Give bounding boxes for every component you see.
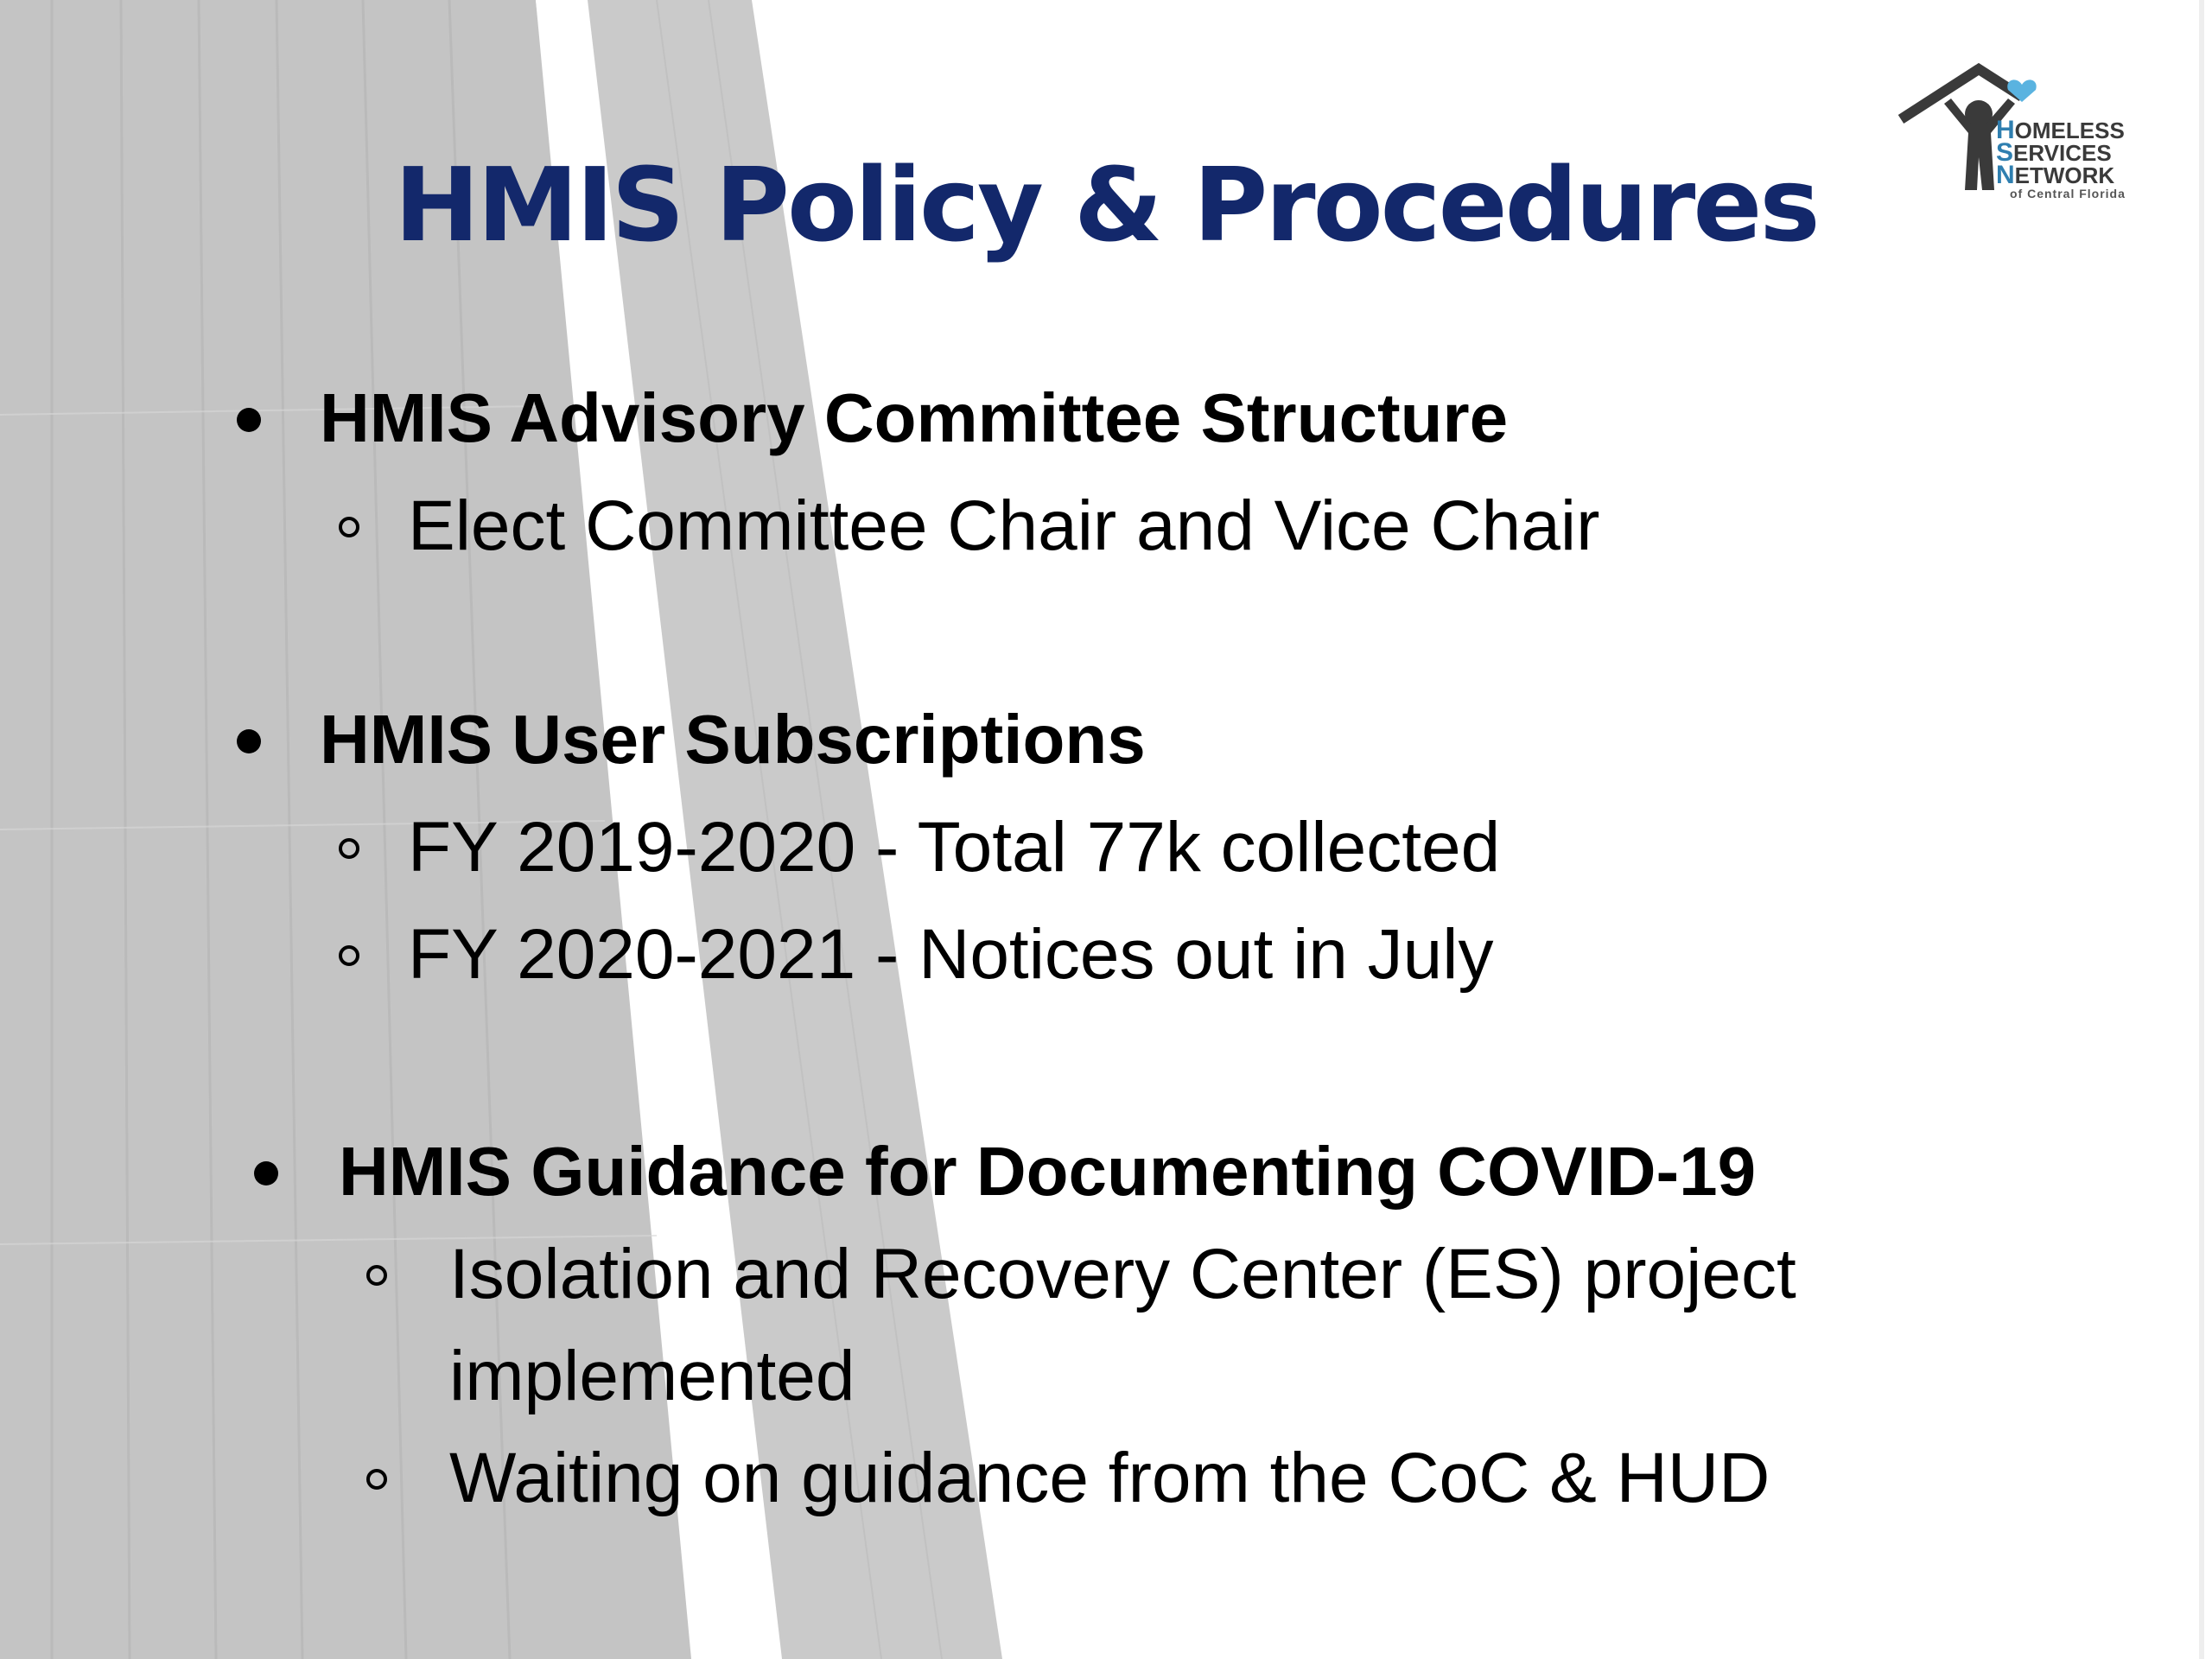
- bullet-ring: [366, 1469, 387, 1490]
- logo-line-services: SERVICES: [1996, 138, 2112, 167]
- section-item: Waiting on guidance from the CoC & HUD: [449, 1439, 1770, 1517]
- bullet-dot: [237, 729, 261, 753]
- bullet-ring: [339, 838, 359, 859]
- section-item: FY 2019-2020 - Total 77k collected: [408, 808, 1501, 887]
- bullet-ring: [339, 517, 359, 537]
- bullet-ring: [366, 1265, 387, 1286]
- slide-title: HMIS Policy & Procedures: [394, 145, 1818, 264]
- section-item-continuation: implemented: [449, 1337, 855, 1415]
- section-item: FY 2020-2021 - Notices out in July: [408, 915, 1494, 994]
- section-heading: HMIS Advisory Committee Structure: [320, 379, 1509, 456]
- logo-line-homeless: HOMELESS: [1996, 116, 2125, 144]
- bullet-ring: [339, 945, 359, 966]
- section-heading: HMIS User Subscriptions: [320, 701, 1146, 778]
- logo-line-network: NETWORK: [1996, 161, 2115, 189]
- section-item: Isolation and Recovery Center (ES) project: [449, 1235, 1796, 1313]
- logo-sub: of Central Florida: [2010, 187, 2126, 200]
- section-heading: HMIS Guidance for Documenting COVID-19: [339, 1133, 1757, 1210]
- bullet-dot: [237, 408, 261, 432]
- section-item: Elect Committee Chair and Vice Chair: [408, 486, 1600, 565]
- bullet-dot: [254, 1161, 278, 1185]
